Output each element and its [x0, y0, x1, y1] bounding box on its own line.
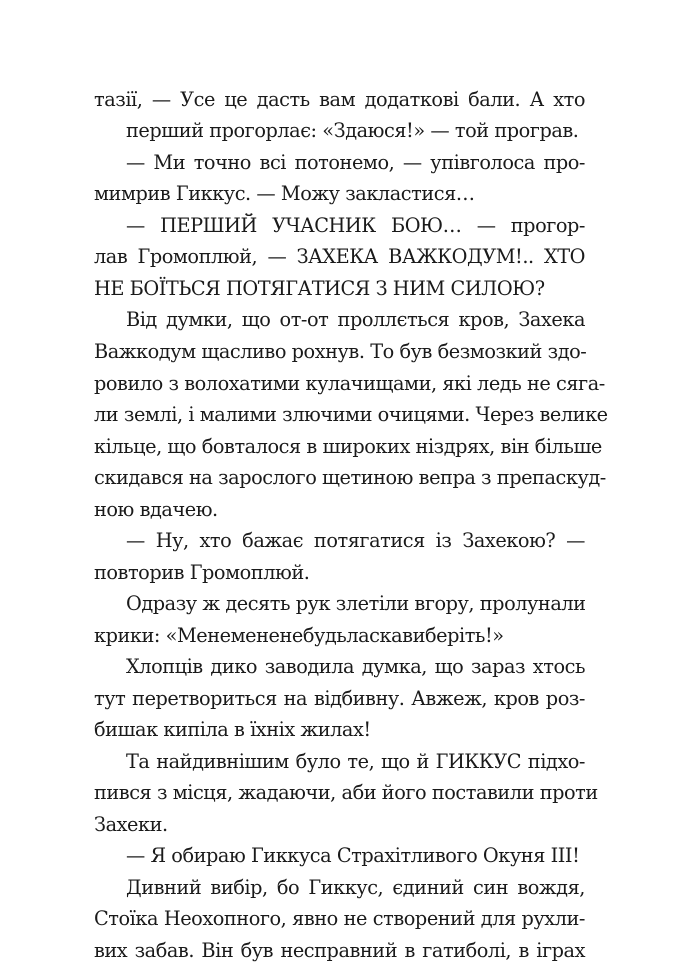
text-line: скидався на зарослого щетиною вепра з препаскуд- — [94, 466, 606, 489]
text-line: бишак кипіла в їхніх жилах! — [94, 718, 371, 741]
text-line: кільце, що бовталося в широких ніздрях, він більше — [94, 435, 602, 458]
text-line: Від думки, що от-от проллється кров, Захека — [126, 308, 585, 331]
text-line: — Ми точно всі потонемо, — упівголоса про- — [126, 151, 585, 174]
text-line: Та найдивнішим було те, що й ГИККУС підхо- — [126, 750, 585, 773]
text-line: тазії, — Усе це дасть вам додаткові бали. А хто — [94, 88, 585, 111]
text-line: крики: «Менемененебудьласкавиберіть!» — [94, 624, 504, 647]
text-line: Одразу ж десять рук злетіли вгору, пролунали — [126, 592, 586, 615]
text-line: ровило з волохатими кулачищами, які ледь не сяга- — [94, 372, 605, 395]
text-line: вих забав. Він був несправний в гатиболі, в іграх — [94, 939, 585, 962]
text-line: мимрив Гиккус. — Можу закластися… — [94, 182, 475, 205]
text-line: Дивний вибір, бо Гиккус, єдиний син вождя, — [126, 876, 585, 899]
text-line: — Я обираю Гиккуса Страхітливого Окуня ІІІ! — [126, 844, 580, 867]
text-line: — Ну, хто бажає потягатися із Захекою? — — [126, 529, 585, 552]
text-line: Захеки. — [94, 813, 168, 836]
text-line: ли землі, і малими злючими очицями. Через велике — [94, 403, 608, 426]
text-line: НЕ БОЇТЬСЯ ПОТЯГАТИСЯ З НИМ СИЛОЮ? — [94, 277, 545, 300]
text-line: тут перетвориться на відбивну. Авжеж, кров роз- — [94, 687, 585, 710]
text-line: пився з місця, жадаючи, аби його поставили проти — [94, 781, 598, 804]
text-line: лав Громоплюй, — ЗАХЕКА ВАЖКОДУМ!.. ХТО — [94, 245, 585, 268]
text-line: перший прогорлає: «Здаюся!» — той програв. — [126, 119, 579, 142]
text-line: ною вдачею. — [94, 498, 218, 521]
text-line: Важкодум щасливо рохнув. То був безмозкий здо- — [94, 340, 587, 363]
text-line: — ПЕРШИЙ УЧАСНИК БОЮ… — прогор- — [126, 214, 585, 237]
text-line: Стоїка Неохопного, явно не створений для рухли- — [94, 907, 585, 930]
text-line: Хлопців дико заводила думка, що зараз хтось — [126, 655, 585, 678]
text-line: повторив Громоплюй. — [94, 561, 310, 584]
